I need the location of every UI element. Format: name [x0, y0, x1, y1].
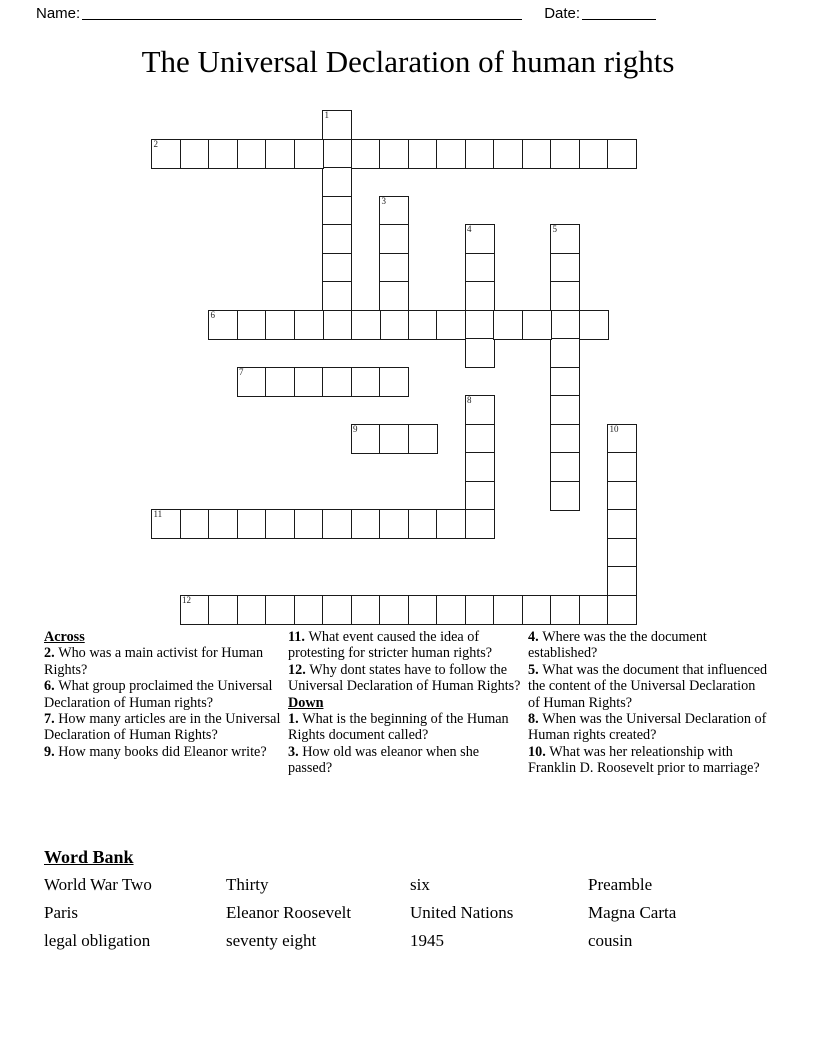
crossword-cell[interactable]: [379, 196, 409, 226]
clue-item: [288, 662, 522, 695]
crossword-cell[interactable]: [550, 481, 580, 511]
crossword-cell[interactable]: [522, 595, 552, 625]
page-title: The Universal Declaration of human rights: [141, 44, 675, 79]
crossword-cell[interactable]: [522, 310, 552, 340]
down-heading: Down: [288, 694, 324, 711]
clue-text: Where was the the document established?: [528, 629, 707, 662]
date-label: Date:: [544, 4, 581, 22]
crossword-cell[interactable]: [379, 367, 409, 397]
crossword-cell[interactable]: [550, 595, 580, 625]
crossword-cell[interactable]: [322, 367, 352, 397]
crossword-cell[interactable]: [151, 139, 181, 169]
crossword-clue-number: 4: [467, 224, 472, 234]
crossword-cell[interactable]: [408, 310, 438, 340]
crossword-cell[interactable]: [322, 224, 352, 254]
crossword-cell[interactable]: [294, 509, 324, 539]
word-bank-grid: [44, 874, 774, 951]
clue-text: When was the Universal Declaration of Human rights created?: [528, 711, 767, 744]
clue-number: 7.: [44, 711, 59, 728]
across-heading: Across: [44, 629, 85, 645]
crossword-clue-number: 8: [467, 395, 472, 405]
crossword-clue-number: 5: [552, 224, 557, 234]
crossword-cell[interactable]: [294, 367, 324, 397]
crossword-cell[interactable]: [550, 224, 580, 254]
crossword-cell[interactable]: [265, 139, 295, 169]
crossword-cell[interactable]: [550, 281, 580, 311]
clue-item: [528, 629, 768, 662]
word-bank-word: United Nations: [410, 903, 514, 922]
crossword-cell[interactable]: [322, 595, 352, 625]
crossword-cell[interactable]: [180, 509, 210, 539]
word-bank-word: Magna Carta: [588, 903, 677, 922]
crossword-clue-number: 12: [182, 594, 191, 605]
crossword-cell[interactable]: [579, 139, 609, 169]
crossword-cell[interactable]: [208, 595, 238, 625]
crossword-cell[interactable]: [436, 595, 466, 625]
crossword-cell[interactable]: [322, 509, 352, 539]
clue-text: What group proclaimed the Universal Declaration of Human rights?: [44, 678, 273, 711]
crossword-clue-number: 9: [353, 423, 358, 434]
clue-column-3: [528, 629, 768, 777]
clue-number: 8.: [528, 711, 543, 728]
crossword-cell[interactable]: [265, 595, 295, 625]
clue-text: What event caused the idea of protesting for stricter human rights?: [288, 629, 493, 662]
clue-number: 11.: [288, 629, 309, 645]
clue-number: 6.: [44, 678, 59, 695]
clue-column-2: [288, 629, 528, 777]
crossword-clue-number: 1: [324, 110, 329, 120]
crossword-cell[interactable]: [322, 281, 352, 311]
clue-item: [44, 645, 282, 678]
crossword-cell[interactable]: [550, 395, 580, 425]
crossword-cell[interactable]: [550, 310, 580, 340]
clue-text: What was the document that influenced the content of the Universal Declaration of Human Rights?: [528, 661, 768, 711]
crossword-cell[interactable]: [208, 509, 238, 539]
word-bank-word: Preamble: [588, 875, 653, 894]
crossword-cell[interactable]: [607, 566, 637, 596]
word-bank-word: Eleanor Roosevelt: [226, 903, 352, 922]
clue-item: [44, 744, 282, 760]
crossword-cell[interactable]: [465, 509, 495, 539]
crossword-clue-number: 2: [153, 138, 158, 149]
clue-number: 9.: [44, 743, 59, 760]
crossword-cell[interactable]: [379, 424, 409, 454]
crossword-cell[interactable]: [294, 139, 324, 169]
crossword-cell[interactable]: [465, 481, 495, 511]
crossword-cell[interactable]: [379, 509, 409, 539]
name-label: Name:: [36, 4, 81, 22]
crossword-cell[interactable]: [465, 253, 495, 283]
crossword-cell[interactable]: [322, 110, 352, 140]
clues-section: [44, 629, 774, 777]
clue-item: [528, 744, 768, 777]
clue-item: [528, 662, 768, 711]
clue-text: Who was a main activist for Human Rights?: [44, 645, 264, 678]
crossword-cell[interactable]: [607, 595, 637, 625]
clue-column-1: [44, 629, 288, 760]
word-bank-section: [44, 846, 774, 951]
crossword-cell[interactable]: [237, 139, 267, 169]
crossword-cell[interactable]: [465, 310, 495, 340]
crossword-cell[interactable]: [550, 424, 580, 454]
crossword-cell[interactable]: [436, 310, 466, 340]
clue-item: [288, 744, 522, 777]
crossword-cell[interactable]: [465, 139, 495, 169]
crossword-cell[interactable]: [408, 595, 438, 625]
clue-item: [44, 678, 282, 711]
crossword-cell[interactable]: [322, 167, 352, 197]
word-bank-heading: Word Bank: [44, 847, 134, 867]
crossword-cell[interactable]: [237, 509, 267, 539]
crossword-cell[interactable]: [351, 509, 381, 539]
crossword-cell[interactable]: [493, 595, 523, 625]
clue-number: 12.: [288, 661, 310, 678]
crossword-cell[interactable]: [237, 367, 267, 397]
crossword-cell[interactable]: [550, 452, 580, 482]
clue-text: How old was eleanor when she passed?: [288, 743, 480, 777]
clue-number: 1.: [288, 711, 303, 728]
crossword-cell[interactable]: [322, 139, 352, 169]
word-bank-word: six: [410, 875, 430, 894]
crossword-cell[interactable]: [550, 338, 580, 368]
crossword-cell[interactable]: [322, 253, 352, 283]
crossword-cell[interactable]: [351, 595, 381, 625]
crossword-cell[interactable]: [237, 595, 267, 625]
clue-number: 4.: [528, 629, 543, 645]
crossword-cell[interactable]: [322, 196, 352, 226]
crossword-cell[interactable]: [607, 481, 637, 511]
clue-text: How many books did Eleanor write?: [58, 743, 267, 760]
crossword-cell[interactable]: [294, 595, 324, 625]
clue-item: [288, 711, 522, 744]
clue-text: Why dont states have to follow the Universal Declaration of Human Rights?: [288, 661, 521, 695]
crossword-cell[interactable]: [180, 139, 210, 169]
clue-item: [44, 711, 282, 744]
crossword-cell[interactable]: [351, 424, 381, 454]
crossword-cell[interactable]: [379, 310, 409, 340]
crossword-cell[interactable]: [607, 509, 637, 539]
crossword-clue-number: 10: [609, 423, 619, 434]
crossword-cell[interactable]: [465, 281, 495, 311]
crossword-cell[interactable]: [607, 139, 637, 169]
clue-number: 10.: [528, 743, 550, 760]
clue-item: [528, 711, 768, 744]
crossword-cell[interactable]: [607, 452, 637, 482]
crossword-cell[interactable]: [550, 253, 580, 283]
crossword-cell[interactable]: [493, 139, 523, 169]
crossword-cell[interactable]: [265, 509, 295, 539]
crossword-cell[interactable]: [379, 224, 409, 254]
crossword-cell[interactable]: [379, 139, 409, 169]
crossword-cell[interactable]: [208, 139, 238, 169]
crossword-cell[interactable]: [265, 367, 295, 397]
crossword-cell[interactable]: [465, 395, 495, 425]
word-bank-word: Thirty: [226, 875, 269, 894]
clue-number: 5.: [528, 661, 543, 678]
word-bank-word: legal obligation: [44, 931, 151, 950]
crossword-cell[interactable]: [465, 338, 495, 368]
crossword-cell[interactable]: [550, 367, 580, 397]
crossword-cell[interactable]: [465, 424, 495, 454]
crossword-cell[interactable]: [607, 538, 637, 568]
crossword-cell[interactable]: [408, 424, 438, 454]
crossword-cell[interactable]: [436, 139, 466, 169]
clue-text: What is the beginning of the Human Rights document called?: [288, 711, 509, 744]
crossword-clue-number: 6: [210, 309, 215, 320]
word-bank-word: World War Two: [44, 875, 152, 894]
crossword-cell[interactable]: [379, 595, 409, 625]
crossword-cell[interactable]: [579, 310, 609, 340]
word-bank-word: seventy eight: [226, 931, 317, 950]
crossword-cell[interactable]: [237, 310, 267, 340]
word-bank-word: Paris: [44, 903, 78, 922]
crossword-cell[interactable]: [379, 281, 409, 311]
clue-item: [288, 629, 522, 662]
crossword-cell[interactable]: [265, 310, 295, 340]
crossword-cell[interactable]: [522, 139, 552, 169]
clue-number: 2.: [44, 645, 59, 662]
crossword-cell[interactable]: [550, 139, 580, 169]
crossword-cell[interactable]: [436, 509, 466, 539]
word-bank-word: cousin: [588, 931, 633, 950]
crossword-cell[interactable]: [379, 253, 409, 283]
clue-number: 3.: [288, 743, 303, 760]
word-bank-word: 1945: [410, 931, 444, 950]
crossword-cell[interactable]: [607, 424, 637, 454]
clue-text: How many articles are in the Universal Declaration of Human Rights?: [44, 711, 281, 744]
crossword-clue-number: 11: [153, 509, 163, 519]
crossword-cell[interactable]: [465, 595, 495, 625]
clue-text: What was her releationship with Franklin D. Roosevelt prior to marriage?: [528, 743, 760, 777]
crossword-cell[interactable]: [408, 509, 438, 539]
crossword-cell[interactable]: [408, 139, 438, 169]
crossword-cell[interactable]: [208, 310, 238, 340]
crossword-cell[interactable]: [493, 310, 523, 340]
crossword-cell[interactable]: [151, 509, 181, 539]
crossword-cell[interactable]: [322, 310, 352, 340]
crossword-clue-number: 3: [381, 195, 386, 206]
crossword-cell[interactable]: [465, 224, 495, 254]
crossword-cell[interactable]: [351, 310, 381, 340]
crossword-cell[interactable]: [180, 595, 210, 625]
crossword-cell[interactable]: [351, 367, 381, 397]
crossword-cell[interactable]: [465, 452, 495, 482]
crossword-cell[interactable]: [579, 595, 609, 625]
crossword-cell[interactable]: [294, 310, 324, 340]
crossword-cell[interactable]: [351, 139, 381, 169]
crossword-clue-number: 7: [239, 366, 244, 377]
